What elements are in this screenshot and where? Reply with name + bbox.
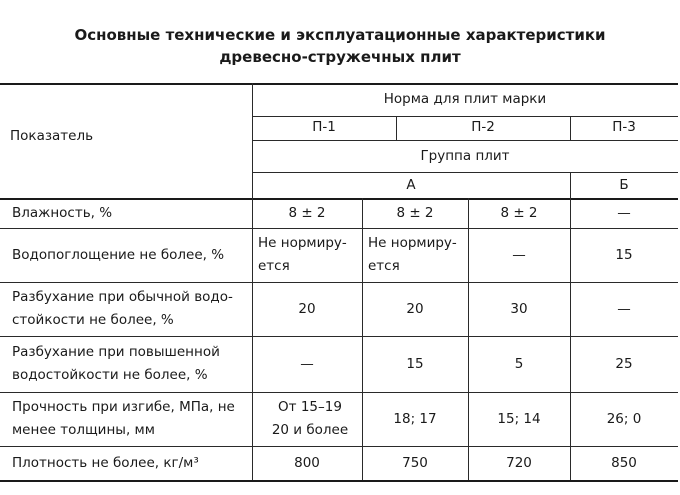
table-rule	[252, 172, 678, 173]
row-value: 15	[615, 246, 633, 263]
header-grade-p1: П-1	[312, 119, 336, 135]
row-value: Не нормиру- ется	[258, 235, 347, 274]
row-value: 25	[615, 355, 633, 372]
row-value: 8 ± 2	[288, 204, 326, 221]
row-value: 30	[510, 300, 528, 317]
header-indicator: Показатель	[10, 128, 94, 144]
header-group: Группа плит	[420, 148, 510, 164]
table-divider	[570, 198, 571, 480]
row-value: 8 ± 2	[396, 204, 434, 221]
row-value: 720	[506, 454, 532, 471]
table-divider	[468, 198, 469, 480]
row-value: 26; 0	[606, 410, 642, 427]
table-divider	[252, 83, 253, 480]
row-value: 15; 14	[497, 410, 541, 427]
table-rule	[0, 198, 678, 200]
row-value: —	[617, 300, 631, 317]
title-line-1: Основные технические и эксплуатационные характеристики	[74, 26, 606, 44]
header-norm: Норма для плит марки	[383, 91, 547, 107]
row-value: 20	[406, 300, 424, 317]
table-title	[0, 24, 680, 68]
row-value: 750	[402, 454, 428, 471]
row-value: 5	[514, 355, 524, 372]
table-divider	[362, 198, 363, 480]
row-value: 18; 17	[393, 410, 437, 427]
row-value: От 15–19 20 и более	[271, 399, 349, 438]
table-rule	[0, 446, 678, 447]
row-label: Прочность при изгибе, МПа, не менее толщины, мм	[12, 399, 235, 438]
row-value: —	[300, 355, 314, 372]
table-rule	[0, 228, 678, 229]
row-label: Плотность не более, кг/м³	[12, 454, 199, 471]
header-grade-p2: П-2	[471, 119, 495, 135]
table-rule	[252, 140, 678, 141]
row-value: Не нормиру- ется	[368, 235, 457, 274]
row-label: Разбухание при обычной водо- стойкости не более, %	[12, 289, 233, 328]
table-rule	[0, 336, 678, 337]
row-label: Водопоглощение не более, %	[12, 246, 225, 263]
table-rule	[0, 282, 678, 283]
header-group-b: Б	[619, 177, 629, 193]
row-label: Разбухание при повышенной водостойкости не более, %	[12, 344, 220, 383]
header-grade-p3: П-3	[612, 119, 636, 135]
row-label: Влажность, %	[12, 204, 113, 221]
table-rule	[0, 83, 678, 85]
row-value: 8 ± 2	[500, 204, 538, 221]
header-group-a: А	[406, 177, 416, 193]
row-value: 15	[406, 355, 424, 372]
title-line-2: древесно-стружечных плит	[219, 48, 461, 66]
row-value: 20	[298, 300, 316, 317]
row-value: 800	[294, 454, 320, 471]
table-rule	[0, 480, 678, 482]
row-value: 850	[611, 454, 637, 471]
table-rule	[0, 392, 678, 393]
row-value: —	[617, 204, 631, 221]
row-value: —	[512, 246, 526, 263]
